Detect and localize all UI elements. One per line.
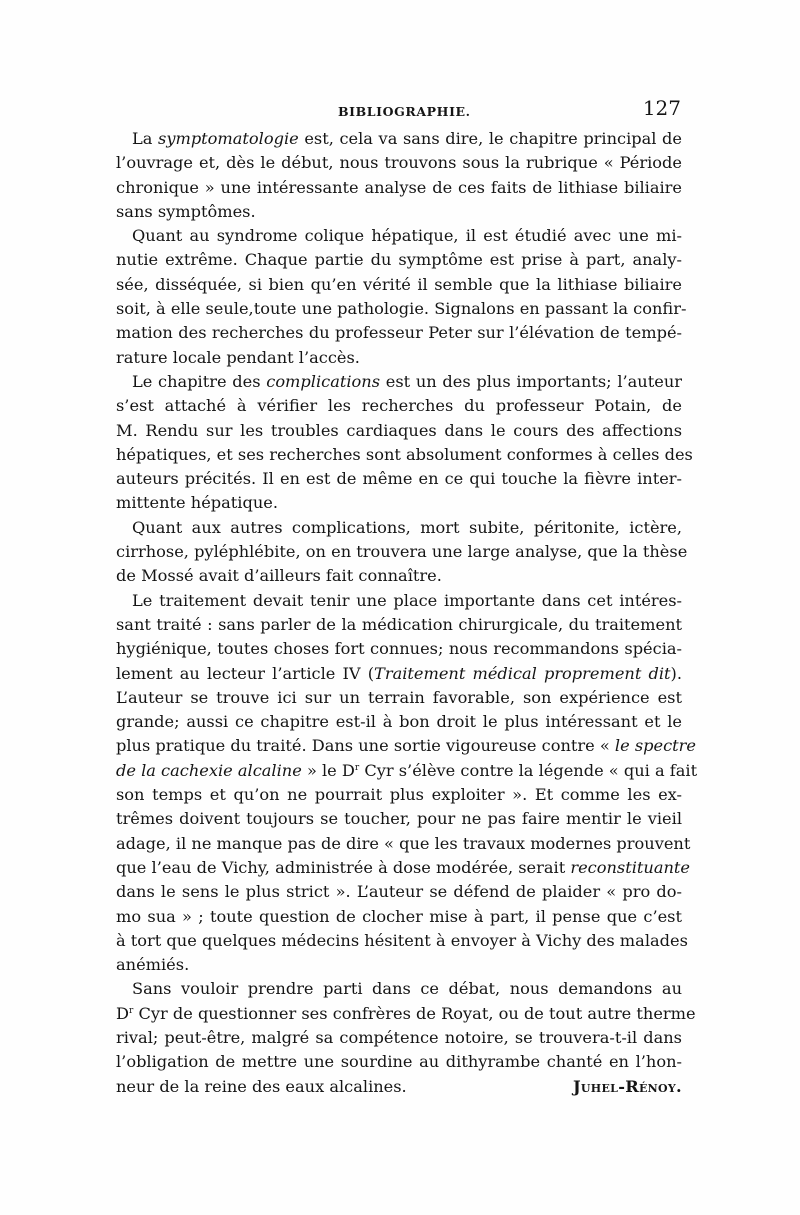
text-run: Quant aux autres complications, mort subite, péritonite, ictère,: [132, 517, 682, 537]
text-line: [116, 297, 687, 321]
text-line: [116, 637, 682, 661]
text-run: lement au lecteur l’article IV (: [116, 663, 375, 683]
text-run: M. Rendu sur les troubles cardiaques dans le cours des affections: [116, 420, 682, 440]
page-number: 127: [642, 96, 681, 120]
superscript: r: [354, 762, 360, 773]
text-run: sant traité : sans parler de la médication chirurgicale, du traitement: [116, 614, 682, 634]
closing-line: [116, 1075, 682, 1099]
italic-text: de la cachexie alcaline: [116, 760, 302, 780]
text-run: est, cela va sans dire, le chapitre principal de: [298, 129, 683, 148]
text-run: Le traitement devait tenir une place importante dans cet intéres-: [132, 590, 682, 610]
text-line: [116, 880, 682, 904]
text-run: à tort que quelques médecins hésitent à envoyer à Vichy des malades: [116, 930, 688, 950]
text-run: adage, il ne manque pas de dire « que les travaux modernes prouvent: [116, 833, 691, 853]
text-line: [116, 516, 682, 540]
text-run: chronique » une intéressante analyse de ces faits de lithiase biliaire: [116, 177, 682, 197]
text-line: [116, 686, 682, 710]
paragraph: [116, 516, 688, 589]
text-run: La: [132, 129, 159, 148]
italic-text: le spectre: [614, 736, 696, 756]
text-run: hygiénique, toutes choses fort connues; nous recommandons spécia-: [116, 639, 682, 659]
text-run: rature locale pendant l’accès.: [116, 347, 360, 367]
text-run: » le D: [301, 760, 355, 780]
text-line: [116, 905, 682, 929]
text-line: neur de la reine des eaux alcalines.: [116, 1076, 407, 1096]
text-line: [116, 151, 682, 175]
text-run: Sans vouloir prendre parti dans ce débat, nous demandons au: [132, 979, 682, 999]
text-line: [116, 807, 682, 831]
text-run: L’auteur se trouve ici sur un terrain favorable, son expérience est: [116, 687, 682, 707]
superscript: r: [128, 1005, 134, 1016]
text-run: hépatiques, et ses recherches sont absolument conformes à celles des: [116, 444, 693, 464]
text-line: [116, 176, 682, 200]
paragraph: [116, 224, 687, 370]
text-run: Quant au syndrome colique hépatique, il est étudié avec une mi-: [132, 226, 682, 246]
text-line: [116, 394, 682, 418]
text-run: l’obligation de mettre une sourdine au dithyrambe chanté en l’hon-: [116, 1052, 682, 1072]
running-head: BIBLIOGRAPHIE.: [338, 104, 471, 119]
text-line: [116, 273, 682, 297]
text-run: que l’eau de Vichy, administrée à dose modérée, serait: [116, 857, 571, 877]
text-line: [116, 589, 682, 613]
text-line: [116, 419, 682, 443]
text-line: [116, 662, 682, 686]
text-line: [116, 856, 690, 880]
text-run: cirrhose, pyléphlébite, on en trouvera une large analyse, que la thèse: [116, 542, 688, 562]
text-line: [116, 832, 691, 856]
text-line: [116, 929, 688, 953]
text-line: [116, 977, 682, 1001]
text-line: [116, 783, 682, 807]
text-line: [116, 1002, 696, 1026]
text-line: [116, 564, 682, 588]
italic-text: reconstituante: [570, 857, 690, 877]
text-run: Cyr s’élève contre la légende « qui a fait: [359, 760, 698, 780]
text-run: grande; aussi ce chapitre est-il à bon droit le plus intéressant et le: [116, 712, 682, 732]
text-run: anémiés.: [116, 955, 190, 975]
text-line: [116, 1026, 682, 1050]
text-run: son temps et qu’on ne pourrait plus exploiter ». Et comme les ex-: [116, 785, 682, 805]
italic-text: symptomatologie: [158, 129, 299, 148]
text-line: [116, 346, 682, 370]
text-line: [116, 248, 682, 272]
text-line: [116, 710, 682, 734]
italic-text: Traitement médical proprement dit: [374, 663, 671, 683]
paragraph: [116, 127, 682, 224]
paragraph: [116, 589, 698, 978]
text-line: [116, 759, 698, 783]
text-line: [116, 953, 682, 977]
text-line: [116, 491, 682, 515]
text-run: l’ouvrage et, dès le début, nous trouvons sous la rubrique « Période: [116, 153, 682, 173]
text-run: sée, disséquée, si bien qu’en vérité il semble que la lithiase biliaire: [116, 274, 682, 294]
text-run: plus pratique du traité. Dans une sortie vigoureuse contre «: [116, 736, 615, 756]
text-run: trêmes doivent toujours se toucher, pour ne pas faire mentir le vieil: [116, 809, 682, 829]
paragraph: [116, 977, 696, 1098]
text-line: [116, 443, 693, 467]
text-line: [116, 613, 682, 637]
text-run: est un des plus importants; l’auteur: [380, 371, 682, 391]
paragraph: [116, 370, 693, 516]
text-line: [116, 1050, 682, 1074]
text-line: [116, 467, 682, 491]
text-line: [116, 224, 682, 248]
text-line: [116, 321, 682, 345]
page-header: [118, 96, 681, 126]
text-run: rival; peut-être, malgré sa compétence notoire, se trouvera-t-il dans: [116, 1027, 682, 1047]
text-run: Le chapitre des: [132, 371, 267, 391]
text-run: soit, à elle seule,toute une pathologie. Signalons en passant la confir-: [116, 299, 687, 319]
text-run: auteurs précités. Il en est de même en ce qui touche la fièvre inter-: [116, 469, 682, 489]
text-line: [116, 734, 696, 758]
author-signature: Juhel-Rénoy.: [572, 1076, 682, 1096]
text-run: de Mossé avait d’ailleurs fait connaître.: [116, 566, 442, 586]
text-run: ).: [670, 663, 682, 683]
text-run: nutie extrême. Chaque partie du symptôme est prise à part, analy-: [116, 250, 682, 270]
text-line: [116, 127, 682, 151]
text-line: [116, 370, 682, 394]
text-line: [116, 200, 682, 224]
body-text: [116, 127, 698, 1099]
text-run: Cyr de questionner ses confrères de Royat, ou de tout autre therme: [133, 1003, 696, 1023]
text-run: mation des recherches du professeur Peter sur l’élévation de tempé-: [116, 323, 682, 343]
italic-text: complications: [266, 371, 381, 391]
text-run: D: [116, 1003, 129, 1023]
text-run: mo sua » ; toute question de clocher mise à part, il pense que c’est: [116, 906, 682, 926]
text-line: [116, 540, 688, 564]
text-run: s’est attaché à vérifier les recherches du professeur Potain, de: [116, 396, 682, 416]
text-run: dans le sens le plus strict ». L’auteur se défend de plaider « pro do-: [116, 882, 682, 902]
text-run: sans symptômes.: [116, 201, 256, 221]
text-run: mittente hépatique.: [116, 493, 278, 513]
